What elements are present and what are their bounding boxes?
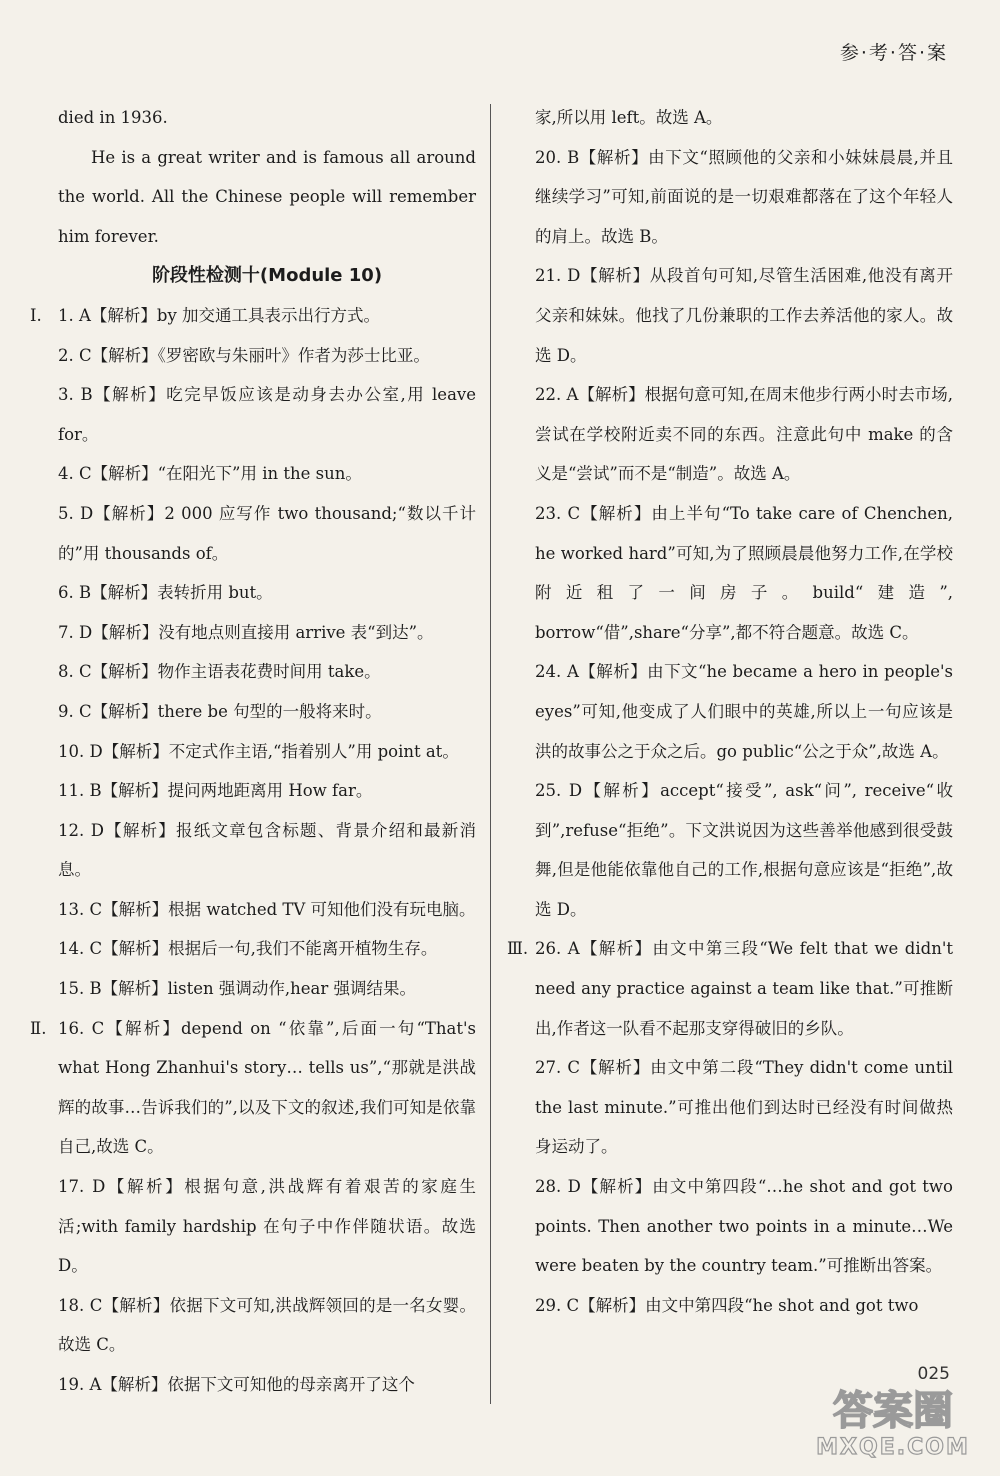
running-header: 参·考·答·案: [839, 42, 948, 64]
answer-paragraph: [58, 98, 476, 138]
paragraph-text: 18. C【解析】依据下文可知,洪战辉领回的是一名女婴。故选 C。: [58, 1295, 476, 1355]
left-column: [30, 98, 476, 1405]
paragraph-text: 23. C【解析】由上半句“To take care of Chenchen, he worked hard”可知,为了照顾晨晨他努力工作,在学校附近租了一间房子。build“建造”, borrow“借”,share“分享”,都不符合题意。故选 C。: [535, 503, 953, 642]
watermark-line1: 答案圈: [833, 1388, 953, 1434]
paragraph-text: 4. C【解析】“在阳光下”用 in the sun。: [58, 464, 362, 484]
roman-numeral: Ⅱ.: [30, 1018, 47, 1038]
answer-paragraph: [535, 375, 953, 494]
paragraph-text: died in 1936.: [58, 108, 168, 127]
paragraph-text: He is a great writer and is famous all around the world. All the Chinese people will remember him forever.: [58, 147, 476, 246]
answer-paragraph: [58, 652, 476, 692]
paragraph-text: 15. B【解析】listen 强调动作,hear 强调结果。: [58, 979, 417, 999]
paragraph-text: 14. C【解析】根据后一句,我们不能离开植物生存。: [58, 939, 438, 959]
paragraph-text: 5. D【解析】2 000 应写作 two thousand;“数以千计的”用 thousands of。: [58, 503, 476, 563]
paragraph-text: 19. A【解析】依据下文可知他的母亲离开了这个: [58, 1375, 415, 1394]
answer-paragraph: [535, 652, 953, 771]
watermark-line2: MXQE.COM: [816, 1435, 970, 1460]
paragraph-text: 10. D【解析】不定式作主语,“指着别人”用 point at。: [58, 741, 459, 761]
answer-paragraph: [58, 771, 476, 811]
answer-paragraph: [535, 1048, 953, 1167]
section-title: 阶段性检测十(Module 10): [151, 265, 383, 287]
answer-paragraph: [58, 890, 476, 930]
answer-paragraph: [58, 138, 476, 257]
paragraph-text: 22. A【解析】根据句意可知,在周末他步行两小时去市场,尝试在学校附近卖不同的东西。注意此句中 make 的含义是“尝试”而不是“制造”。故选 A。: [535, 385, 953, 484]
answer-paragraph: [507, 929, 953, 1048]
paragraph-text: 2. C【解析】《罗密欧与朱丽叶》作者为莎士比亚。: [58, 345, 430, 365]
answer-paragraph: [535, 1286, 953, 1326]
answer-paragraph: [58, 929, 476, 969]
paragraph-text: 24. A【解析】由下文“he became a hero in people's eyes”可知,他变成了人们眼中的英雄,所以上一句应该是洪的故事公之于众之后。go public“公之于众”,故选 A。: [535, 662, 953, 761]
answer-paragraph: [30, 296, 476, 336]
paragraph-text: 27. C【解析】由文中第二段“They didn't come until the last minute.”可推出他们到达时已经没有时间做热身运动了。: [535, 1058, 953, 1157]
answer-paragraph: [58, 1167, 476, 1286]
paragraph-text: 25. D【解析】accept“接受”, ask“问”, receive“收到”,refuse“拒绝”。下文洪说因为这些善举他感到很受鼓舞,但是他能依靠他自己的工作,根据句意应该是“拒绝”,故选 D。: [535, 781, 953, 919]
answer-paragraph: [58, 692, 476, 732]
answer-paragraph: [535, 98, 953, 138]
answer-paragraph: [58, 336, 476, 376]
paragraph-text: 6. B【解析】表转折用 but。: [58, 583, 273, 603]
paragraph-text: 20. B【解析】由下文“照顾他的父亲和小妹妹晨晨,并且继续学习”可知,前面说的是一切艰难都落在了这个年轻人的肩上。故选 B。: [535, 147, 953, 246]
paragraph-text: 9. C【解析】there be 句型的一般将来时。: [58, 701, 382, 721]
roman-numeral: Ⅰ.: [30, 305, 42, 325]
answer-paragraph: [58, 732, 476, 772]
answer-paragraph: [58, 1286, 476, 1365]
answer-paragraph: [535, 771, 953, 929]
page-number: 025: [917, 1364, 950, 1384]
paragraph-text: 1. A【解析】by 加交通工具表示出行方式。: [58, 305, 381, 325]
answer-paragraph: [535, 256, 953, 375]
answer-paragraph: [58, 494, 476, 573]
paragraph-text: 11. B【解析】提问两地距离用 How far。: [58, 781, 373, 801]
answer-paragraph: [58, 969, 476, 1009]
answer-paragraph: [58, 1365, 476, 1405]
paragraph-text: 29. C【解析】由文中第四段“he shot and got two: [535, 1295, 919, 1315]
answer-paragraph: [58, 454, 476, 494]
paragraph-text: 8. C【解析】物作主语表花费时间用 take。: [58, 662, 381, 682]
paragraph-text: 26. A【解析】由文中第三段“We felt that we didn't need any practice against a team like that.”可推断出,作者这一队看不起那支穿得破旧的乡队。: [535, 939, 953, 1038]
answer-paragraph: [535, 1167, 953, 1286]
paragraph-text: 12. D【解析】报纸文章包含标题、背景介绍和最新消息。: [58, 820, 476, 880]
paragraph-text: 17. D【解析】根据句意,洪战辉有着艰苦的家庭生活;with family hardship 在句子中作伴随状语。故选 D。: [58, 1177, 476, 1276]
right-column: [507, 98, 953, 1325]
paragraph-text: 7. D【解析】没有地点则直接用 arrive 表“到达”。: [58, 622, 434, 642]
answer-paragraph: [58, 573, 476, 613]
column-divider: [490, 104, 491, 1404]
paragraph-text: 13. C【解析】根据 watched TV 可知他们没有玩电脑。: [58, 899, 476, 919]
answer-paragraph: [58, 375, 476, 454]
answer-paragraph: [535, 138, 953, 257]
answer-paragraph: [58, 811, 476, 890]
answer-paragraph: [535, 494, 953, 652]
paragraph-text: 家,所以用 left。故选 A。: [535, 108, 723, 127]
paragraph-text: 16. C【解析】depend on “依靠”,后面一句“That's what Hong Zhanhui's story… tells us”,“那就是洪战辉的故事…告诉我们的”,以及下文的叙述,我们可知是依靠自己,故选 C。: [58, 1018, 476, 1157]
watermark-logo-icon: [804, 1380, 982, 1462]
paragraph-text: 28. D【解析】由文中第四段“…he shot and got two points. Then another two points in a minute…We were beaten by the country team.”可推断出答案。: [535, 1177, 953, 1276]
roman-numeral: Ⅲ.: [507, 939, 529, 959]
answer-paragraph: [30, 1009, 476, 1167]
answer-paragraph: [58, 613, 476, 653]
paragraph-text: 21. D【解析】从段首句可知,尽管生活困难,他没有离开父亲和妹妹。他找了几份兼职的工作去养活他的家人。故选 D。: [535, 266, 953, 365]
paragraph-text: 3. B【解析】吃完早饭应该是动身去办公室,用 leave for。: [58, 385, 476, 444]
